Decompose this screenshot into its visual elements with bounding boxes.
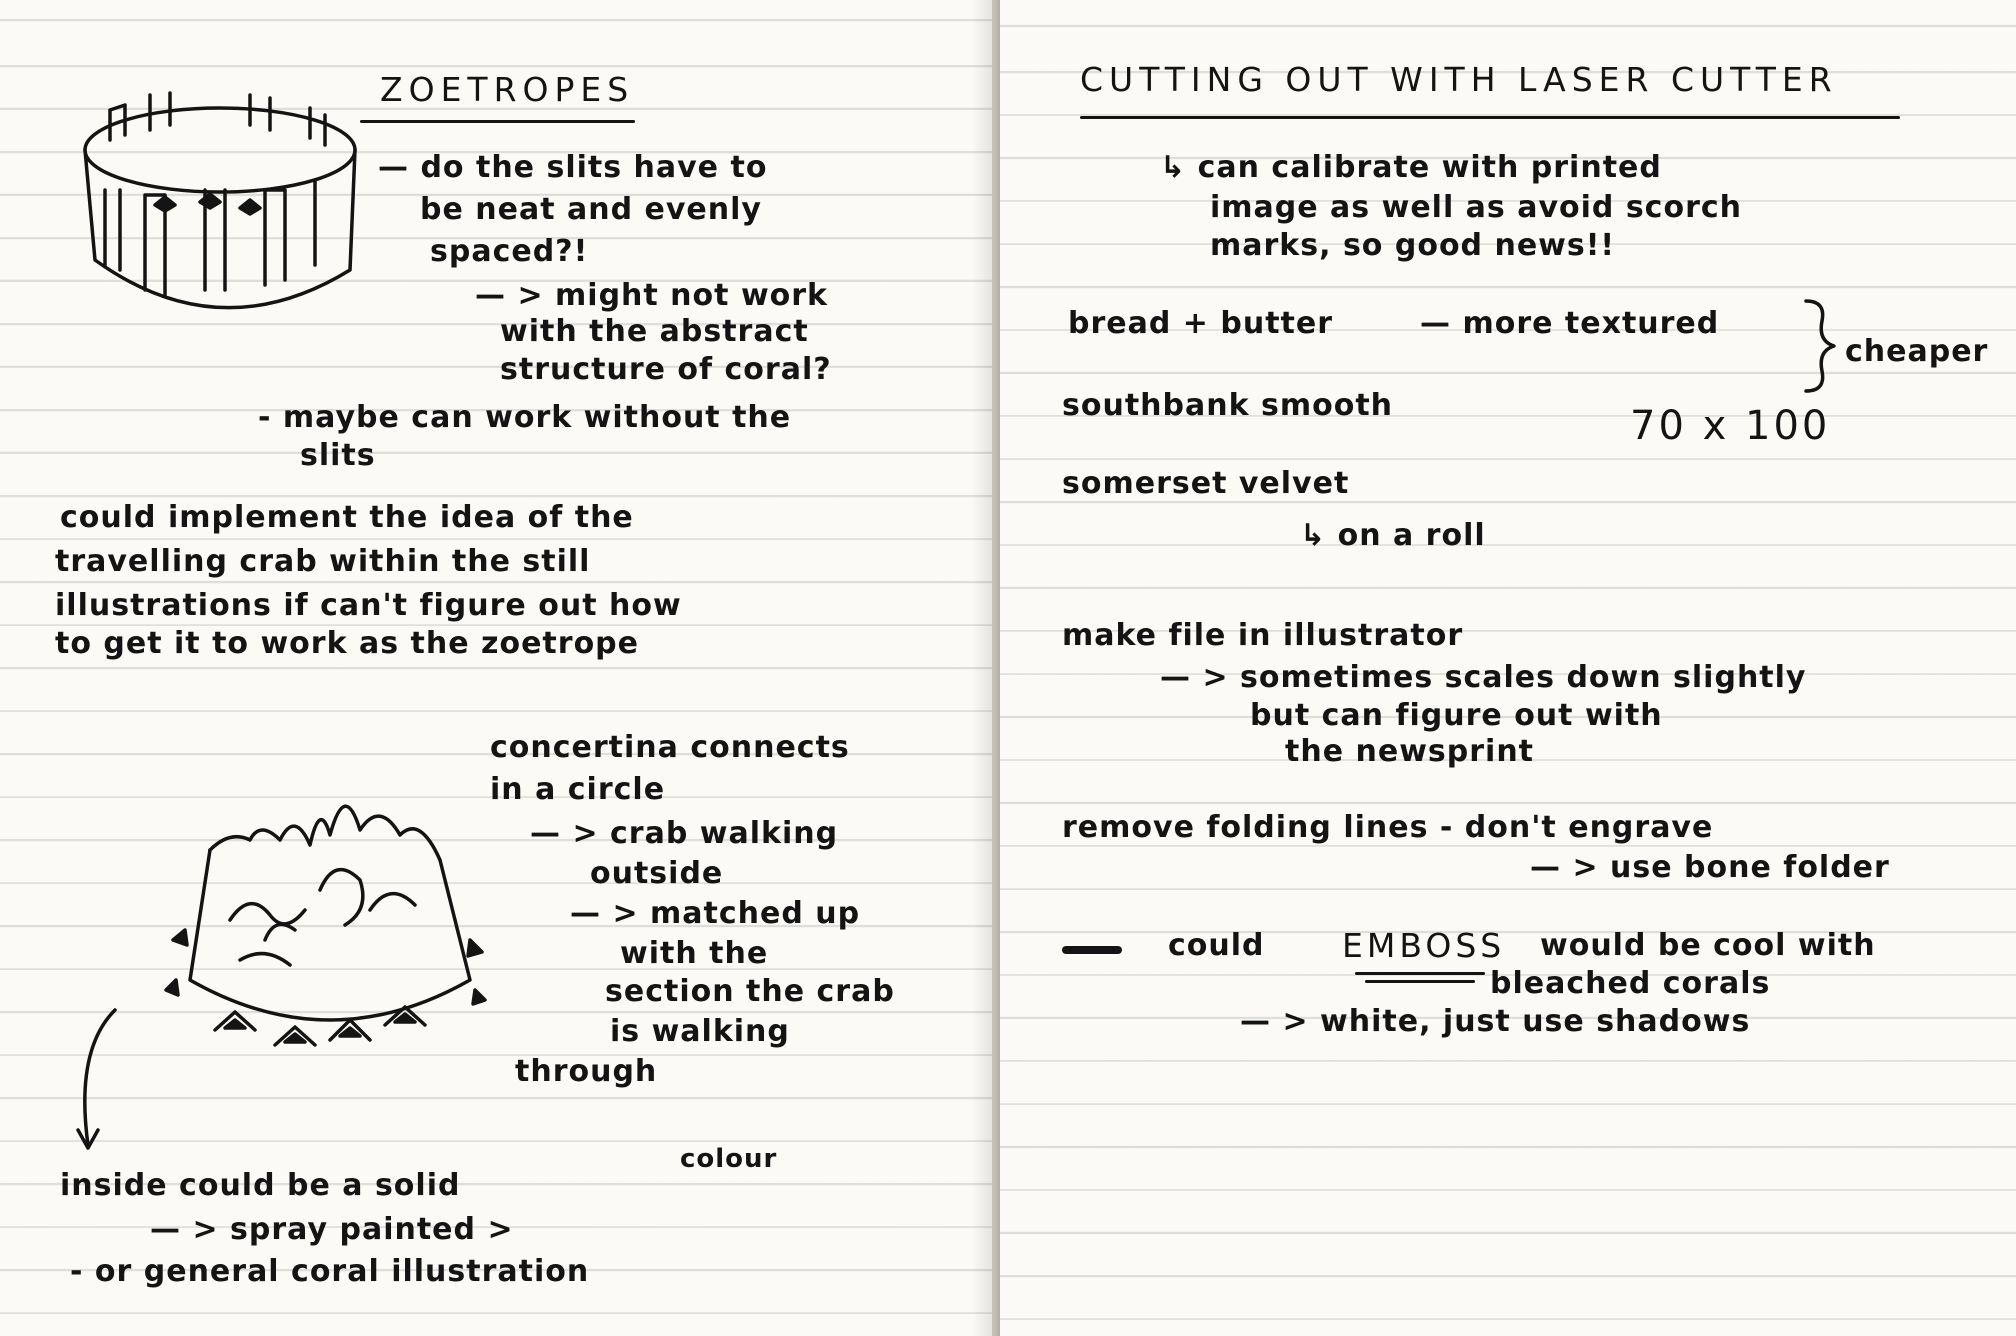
note-slits-q2: be neat and evenly bbox=[420, 192, 762, 227]
note-emboss-word: EMBOSS bbox=[1342, 926, 1506, 965]
note-concertina-6: with the bbox=[620, 936, 769, 971]
note-file-1: make file in illustrator bbox=[1062, 618, 1464, 653]
note-concertina-4: outside bbox=[590, 856, 724, 891]
left-page bbox=[0, 0, 992, 1336]
note-maybe-2: slits bbox=[300, 438, 376, 473]
right-page bbox=[1000, 0, 2016, 1336]
brace-icon bbox=[1800, 296, 1840, 396]
note-abstract-3: structure of coral? bbox=[500, 352, 832, 387]
emboss-underline-2 bbox=[1365, 980, 1475, 983]
note-fold-2: — > use bone folder bbox=[1530, 850, 1890, 885]
note-file-4: the newsprint bbox=[1285, 734, 1535, 769]
note-concertina-3: — > crab walking bbox=[530, 816, 839, 851]
note-maybe-1: - maybe can work without the bbox=[258, 400, 792, 435]
note-concertina-7: section the crab bbox=[605, 974, 895, 1009]
paper-bread-butter: bread + butter bbox=[1068, 306, 1334, 341]
right-page-heading: CUTTING OUT WITH LASER CUTTER bbox=[1080, 60, 1838, 99]
note-abstract-2: with the abstract bbox=[500, 314, 809, 349]
note-emboss-could: could bbox=[1168, 928, 1265, 963]
note-implement-3: illustrations if can't figure out how bbox=[55, 588, 682, 623]
note-concertina-2: in a circle bbox=[490, 772, 666, 807]
note-file-2: — > sometimes scales down slightly bbox=[1160, 660, 1807, 695]
note-emboss-3: — > white, just use shadows bbox=[1240, 1004, 1751, 1039]
scribble-mark bbox=[1062, 946, 1122, 954]
note-abstract-1: — > might not work bbox=[475, 278, 829, 313]
note-concertina-1: concertina connects bbox=[490, 730, 850, 765]
paper-bread-butter-note: — more textured bbox=[1420, 306, 1720, 341]
note-roll: ↳ on a roll bbox=[1300, 518, 1486, 553]
note-concertina-5: — > matched up bbox=[570, 896, 861, 931]
note-slits-q1: — do the slits have to bbox=[378, 150, 768, 185]
left-page-heading: ZOETROPES bbox=[380, 70, 635, 109]
paper-somerset: somerset velvet bbox=[1062, 466, 1350, 501]
note-calibrate-1: ↳ can calibrate with printed bbox=[1160, 150, 1662, 185]
note-emboss-2: bleached corals bbox=[1490, 966, 1771, 1001]
sheet-size: 70 x 100 bbox=[1630, 403, 1831, 449]
note-calibrate-2: image as well as avoid scorch bbox=[1210, 190, 1743, 225]
note-colour: colour bbox=[680, 1144, 778, 1174]
note-concertina-9: through bbox=[515, 1054, 658, 1089]
note-inside-1: inside could be a solid bbox=[60, 1168, 461, 1203]
heading-underline bbox=[360, 120, 635, 123]
emboss-underline bbox=[1355, 972, 1485, 975]
note-inside-3: - or general coral illustration bbox=[70, 1254, 590, 1289]
note-fold-1: remove folding lines - don't engrave bbox=[1062, 810, 1714, 845]
zoetrope-sketch bbox=[60, 90, 380, 360]
note-implement-1: could implement the idea of the bbox=[60, 500, 634, 535]
coral-concertina-sketch bbox=[170, 770, 500, 1090]
heading-underline bbox=[1080, 116, 1900, 119]
note-emboss-rest: would be cool with bbox=[1540, 928, 1876, 963]
note-concertina-8: is walking bbox=[610, 1014, 790, 1049]
note-cheaper: cheaper bbox=[1845, 334, 1989, 369]
paper-southbank: southbank smooth bbox=[1062, 388, 1394, 423]
curved-arrow-icon bbox=[70, 1000, 130, 1160]
note-calibrate-3: marks, so good news!! bbox=[1210, 228, 1616, 263]
note-inside-2: — > spray painted > bbox=[150, 1212, 514, 1247]
note-implement-2: travelling crab within the still bbox=[55, 544, 591, 579]
note-file-3: but can figure out with bbox=[1250, 698, 1663, 733]
note-slits-q3: spaced?! bbox=[430, 234, 589, 269]
note-implement-4: to get it to work as the zoetrope bbox=[55, 626, 640, 661]
